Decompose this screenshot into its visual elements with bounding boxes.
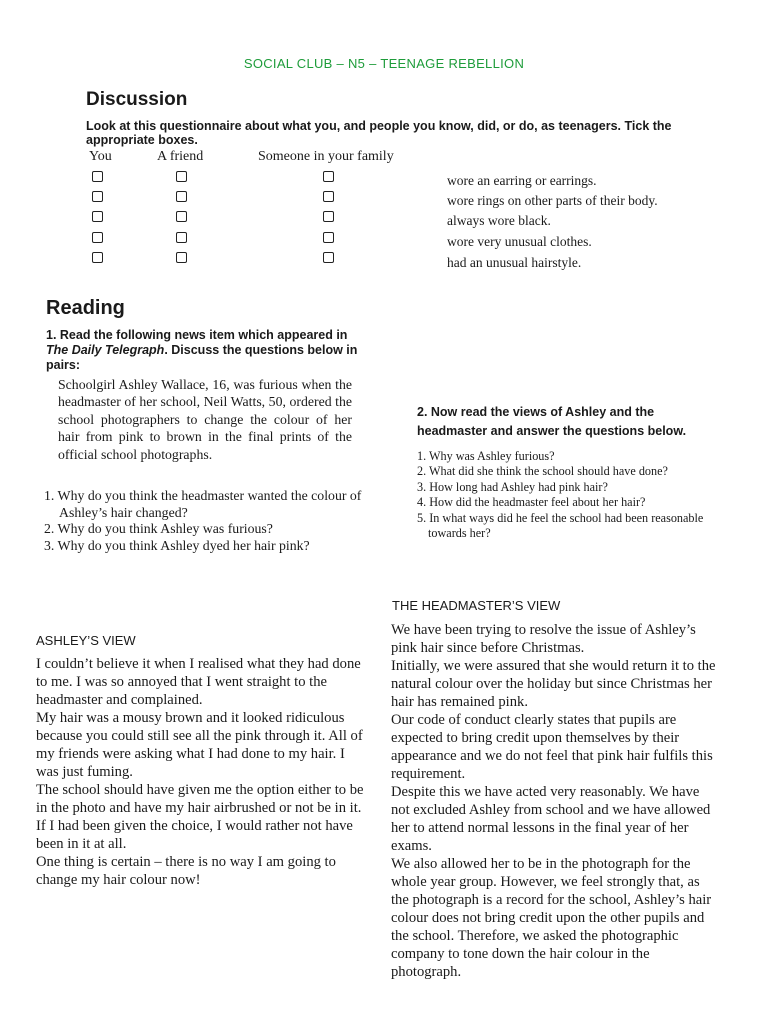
q1-question: 3. Why do you think Ashley dyed her hair pink?: [44, 537, 310, 553]
q1-question: 1. Why do you think the headmaster wanted the colour of Ashley’s hair changed?: [44, 488, 362, 520]
column-header-you: You: [89, 149, 112, 164]
q2-question: 2. What did she think the school should have done?: [417, 464, 668, 479]
news-item: Schoolgirl Ashley Wallace, 16, was furious when the headmaster of her school, Neil Watts, 50, ordered the school photographers to change the colour of her hair from pink to brown in the final prints of the official school photographs.: [58, 377, 352, 462]
headmaster-paragraph: Initially, we were assured that she would return it to the natural colour over the holiday but since Christmas her hair has remained pink.: [391, 658, 716, 710]
checkbox-friend-4[interactable]: [176, 232, 187, 243]
q2-question-list: [417, 449, 717, 541]
discussion-heading: Discussion: [86, 89, 188, 110]
q2-question: 5. In what ways did he feel the school had been reasonable towards her?: [417, 510, 704, 541]
checkbox-friend-3[interactable]: [176, 211, 187, 222]
headmaster-paragraph: We also allowed her to be in the photograph for the whole year group. However, we feel strongly that, as the photograph is a record for the school, Ashley’s hair colour does not bring credit upon the other pupils and the school. Therefore, we asked the photographic company to tone down the hair colour in the photograph.: [391, 856, 712, 980]
reading-heading: Reading: [46, 297, 125, 319]
q1-instruction-pre: 1. Read the following news item which appeared in: [46, 328, 348, 342]
checkbox-you-4[interactable]: [92, 232, 103, 243]
checkbox-you-2[interactable]: [92, 191, 103, 202]
newspaper-name: The Daily Telegraph: [46, 343, 165, 357]
headmaster-view-text: [391, 621, 719, 981]
checkbox-family-5[interactable]: [323, 252, 334, 263]
ashley-paragraph: One thing is certain – there is no way I am going to change my hair colour now!: [36, 854, 336, 888]
ashley-view-heading: ASHLEY’S VIEW: [36, 633, 136, 648]
reading-q1-instruction: [46, 328, 366, 373]
q1-instruction-post: . Discuss the questions below in pairs:: [46, 343, 358, 372]
headmaster-paragraph: Our code of conduct clearly states that pupils are expected to bring credit upon themselves by their appearance and we do not feel that pink hair fulfils this requirement.: [391, 712, 713, 782]
statement-2: wore rings on other parts of their body.: [447, 193, 658, 208]
column-header-family: Someone in your family: [258, 149, 394, 164]
statement-1: wore an earring or earrings.: [447, 173, 597, 188]
statement-3: always wore black.: [447, 213, 551, 228]
ashley-paragraph: The school should have given me the option either to be in the photo and have my hair airbrushed or not be in it. If I had been given the choice, I would rather not have been in it at all.: [36, 782, 364, 852]
discussion-instruction: Look at this questionnaire about what you, and people you know, did, or do, as teenagers. Tick the appropriate boxes.: [86, 119, 672, 147]
q2-question: 4. How did the headmaster feel about her hair?: [417, 495, 646, 510]
checkbox-family-2[interactable]: [323, 191, 334, 202]
checkbox-you-3[interactable]: [92, 211, 103, 222]
headmaster-paragraph: Despite this we have acted very reasonably. We have not excluded Ashley from school and we have allowed her to attend normal lessons in the final year of her exams.: [391, 784, 711, 854]
q1-question: 2. Why do you think Ashley was furious?: [44, 521, 273, 536]
statement-5: had an unusual hairstyle.: [447, 255, 582, 270]
ashley-paragraph: My hair was a mousy brown and it looked ridiculous because you could still see all the pink through it. All of my friends were asking what I had done to my hair. I was just fuming.: [36, 710, 363, 780]
checkbox-family-3[interactable]: [323, 211, 334, 222]
ashley-view-text: [36, 655, 368, 889]
column-header-friend: A friend: [157, 149, 204, 164]
checkbox-you-1[interactable]: [92, 171, 103, 182]
checkbox-family-1[interactable]: [323, 171, 334, 182]
checkbox-friend-1[interactable]: [176, 171, 187, 182]
headmaster-paragraph: We have been trying to resolve the issue of Ashley’s pink hair since before Christmas.: [391, 622, 696, 656]
headmaster-view-heading: THE HEADMASTER’S VIEW: [392, 598, 561, 613]
checkbox-you-5[interactable]: [92, 252, 103, 263]
page-title: SOCIAL CLUB – N5 – TEENAGE REBELLION: [243, 56, 525, 71]
statement-4: wore very unusual clothes.: [447, 234, 592, 249]
checkbox-family-4[interactable]: [323, 232, 334, 243]
q2-question: 1. Why was Ashley furious?: [417, 449, 555, 463]
ashley-paragraph: I couldn’t believe it when I realised what they had done to me. I was so annoyed that I went straight to the headmaster and complained.: [36, 656, 361, 708]
checkbox-friend-2[interactable]: [176, 191, 187, 202]
reading-q2-instruction: 2. Now read the views of Ashley and the headmaster and answer the questions below.: [417, 405, 687, 438]
q2-question: 3. How long had Ashley had pink hair?: [417, 479, 608, 494]
q1-question-list: [44, 488, 364, 554]
checkbox-friend-5[interactable]: [176, 252, 187, 263]
